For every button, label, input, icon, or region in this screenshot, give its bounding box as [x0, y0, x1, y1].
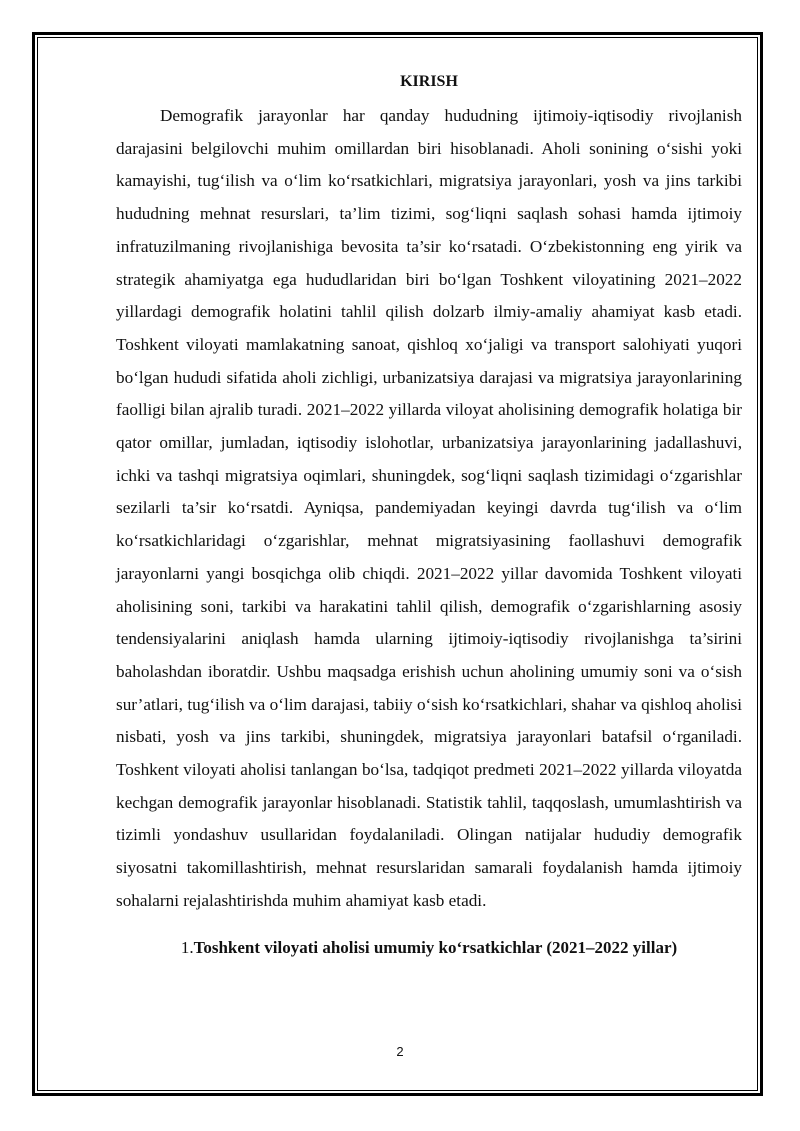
- intro-paragraph: Demografik jarayonlar har qanday hududning ijtimoiy-iqtisodiy rivojlanish darajasini belgilovchi muhim omillardan biri hisoblanadi. Aholi sonining o‘sishi yoki kamayishi, tug‘ilish va o‘lim ko‘rsatkichlari, migratsiya jarayonlari, yosh va jins tarkibi hududning mehnat resurslari, ta’lim tizimi, sog‘liqni saqlash sohasi hamda ijtimoiy infratuzilmaning rivojlanishiga bevosita ta’sir ko‘rsatadi. O‘zbekistonning eng yirik va strategik ahamiyatga ega hududlaridan biri bo‘lgan Toshkent viloyatining 2021–2022 yillardagi demografik holatini tahlil qilish dolzarb ilmiy-amaliy ahamiyat kasb etadi. Toshkent viloyati mamlakatning sanoat, qishloq xo‘jaligi va transport salohiyati yuqori bo‘lgan hududi sifatida aholi zichligi, urbanizatsiya darajasi va migratsiya jarayonlarining faolligi bilan ajralib turadi. 2021–2022 yillarda viloyat aholisining demografik holatiga bir qator omillar, jumladan, iqtisodiy islohotlar, urbanizatsiya jarayonlarining jadallashuvi, ichki va tashqi migratsiya oqimlari, shuningdek, sog‘liqni saqlash tizimidagi o‘zgarishlar sezilarli ta’sir ko‘rsatdi. Ayniqsa, pandemiyadan keyingi davrda tug‘ilish va o‘lim ko‘rsatkichlaridagi o‘zgarishlar, mehnat migratsiyasining faollashuvi demografik jarayonlarni yangi bosqichga olib chiqdi. 2021–2022 yillar davomida Toshkent viloyati aholisining soni, tarkibi va harakatini tahlil qilish, demografik o‘zgarishlarning asosiy tendensiyalarini aniqlash hamda ularning ijtimoiy-iqtisodiy rivojlanishga ta’sirini baholashdan iboratdir. Ushbu maqsadga erishish uchun aholining umumiy soni va o‘sish sur’atlari, tug‘ilish va o‘lim darajasi, tabiiy o‘sish ko‘rsatkichlari, shahar va qishloq aholisi nisbati, yosh va jins tarkibi, shuningdek, migratsiya jarayonlari batafsil o‘rganiladi. Toshkent viloyati aholisi tanlangan bo‘lsa, tadqiqot predmeti 2021–2022 yillarda viloyatda kechgan demografik jarayonlar hisoblanadi. Statistik tahlil, taqqoslash, umumlashtirish va tizimli yondashuv usullaridan foydalaniladi. Olingan natijalar hududiy demografik siyosatni takomillashtirish, mehnat resurslaridan samarali foydalanish hamda ijtimoiy sohalarni rejalashtirishda muhim ahamiyat kasb etadi.: [116, 106, 742, 910]
- document-body: [116, 72, 742, 960]
- document-title: KIRISH: [400, 73, 458, 90]
- page-number: 2: [396, 1044, 404, 1059]
- section-heading: [116, 936, 742, 960]
- section-heading-text: Toshkent viloyati aholisi umumiy ko‘rsatkichlar (2021–2022 yillar): [193, 937, 678, 957]
- section-number: 1.: [180, 937, 194, 957]
